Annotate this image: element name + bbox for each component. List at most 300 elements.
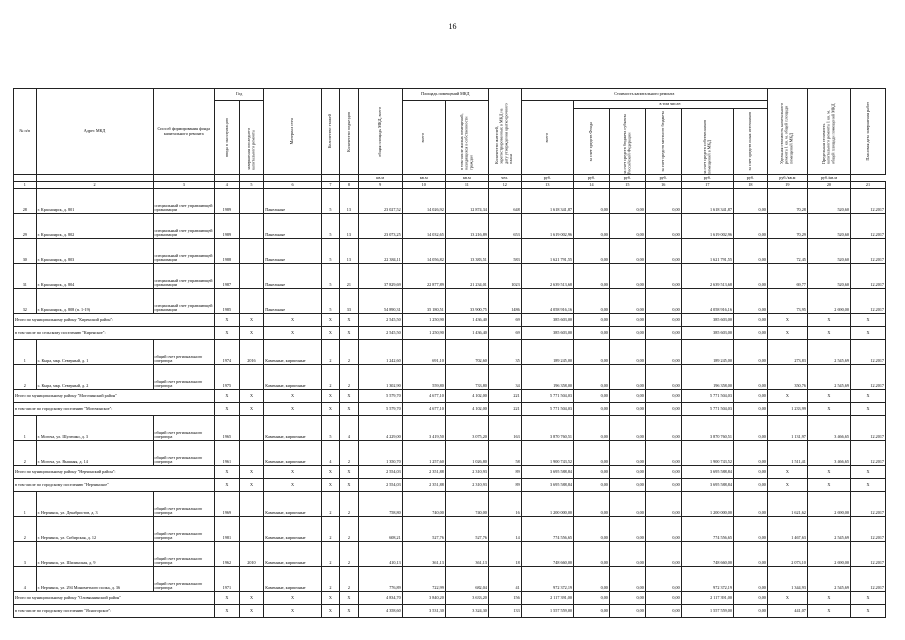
table-cell: 0,00 [574, 340, 610, 365]
summary-label: Итого по муниципальному району "Киренский район": [14, 314, 215, 327]
column-number: 21 [850, 182, 885, 189]
table-cell: X [239, 466, 264, 479]
table-cell [239, 189, 264, 214]
table-cell: 722,99 [402, 567, 445, 592]
header-area-all: всего [402, 101, 445, 175]
table-cell: 1 621 791,55 [521, 239, 573, 264]
table-cell: 0,00 [733, 542, 767, 567]
table-cell: 0,00 [574, 214, 610, 239]
table-cell: 4 058 916,16 [521, 289, 573, 314]
table-cell: 4 358,60 [358, 605, 402, 618]
table-cell: X [850, 605, 885, 618]
summary-row [14, 466, 886, 479]
summary-label: в том числе по городскому поселению "Могочинское": [14, 403, 215, 416]
table-cell: 0,00 [645, 189, 681, 214]
table-cell: X [215, 479, 240, 492]
table-cell: 33 [340, 289, 358, 314]
table-cell: X [215, 403, 240, 416]
unit-cell: руб. [609, 175, 645, 182]
header-area-group: Площадь помещений МКД [402, 89, 488, 101]
table-cell: 1961 [215, 441, 240, 466]
table-cell: 1 900 743,52 [681, 441, 733, 466]
table-cell: 2 [14, 517, 37, 542]
table-cell: 4 834,70 [358, 592, 402, 605]
table-cell: 1 436,40 [445, 327, 488, 340]
table-cell: 2 554,03 [358, 466, 402, 479]
table-cell: 32 [14, 289, 37, 314]
table-cell: 972 372,19 [681, 567, 733, 592]
table-cell [239, 441, 264, 466]
table-cell: 4 102,00 [445, 403, 488, 416]
table-cell: 69 [488, 327, 521, 340]
table-cell: общий счет регионального оператора [153, 340, 215, 365]
table-cell: X [767, 390, 807, 403]
unit-cell [239, 175, 264, 182]
table-cell: 1 302,90 [358, 365, 402, 390]
table-cell: 13 [340, 239, 358, 264]
table-cell: X [215, 327, 240, 340]
table-row [14, 365, 886, 390]
table-cell: г. Красноярск, д. 802 [36, 214, 153, 239]
table-cell: 0,00 [645, 479, 681, 492]
table-cell: 21 234,01 [445, 264, 488, 289]
summary-row [14, 479, 886, 492]
table-cell: 385 603,00 [521, 327, 573, 340]
table-cell: общий счет регионального оператора [153, 542, 215, 567]
table-cell: 3 531,30 [402, 605, 445, 618]
table-cell: Каменные, кирпичные [264, 416, 321, 441]
table-cell: общий счет регионального оператора [153, 567, 215, 592]
table-cell: 5 771 504,03 [681, 403, 733, 416]
table-cell: Каменные, кирпичные [264, 492, 321, 517]
table-cell: X [807, 466, 850, 479]
table-cell: X [850, 314, 885, 327]
table-cell: X [807, 314, 850, 327]
table-cell: 0,00 [574, 479, 610, 492]
table-cell: 361,13 [445, 542, 488, 567]
table-cell: 0,00 [645, 542, 681, 567]
table-cell: 776,89 [358, 567, 402, 592]
table-cell: 69 [488, 314, 521, 327]
table-cell: 0,00 [645, 517, 681, 542]
table-cell: 0,00 [609, 189, 645, 214]
table-cell: 1 [14, 340, 37, 365]
table-cell: 12.2017 [850, 567, 885, 592]
table-cell: 133 [488, 605, 521, 618]
table-cell: 1989 [215, 189, 240, 214]
table-cell: X [340, 390, 358, 403]
table-cell: 583 [488, 239, 521, 264]
table-row [14, 289, 886, 314]
table-cell: X [767, 314, 807, 327]
table-cell: 733,80 [445, 365, 488, 390]
table-cell: специальный счет управляющей организации [153, 289, 215, 314]
table-cell: 0,00 [733, 567, 767, 592]
header-area-owned: в том числе жилых помещений, находящихся в собственности граждан [445, 101, 488, 175]
header-method: Способ формирования фонда капитального ремонта [153, 89, 215, 175]
table-cell: X [850, 466, 885, 479]
table-cell: 1 511,41 [767, 441, 807, 466]
table-cell: X [807, 327, 850, 340]
header-address: Адрес МКД [36, 89, 153, 175]
table-cell: 14 032,65 [402, 214, 445, 239]
unit-cell: руб. [521, 175, 573, 182]
table-cell: 0,00 [645, 390, 681, 403]
table-cell: 0,00 [609, 416, 645, 441]
table-cell: 3 870 760,51 [521, 416, 573, 441]
table-cell: 3 695 588,84 [681, 466, 733, 479]
summary-label: Итого по муниципальному району "Оловяннинский район" [14, 592, 215, 605]
column-number: 4 [215, 182, 240, 189]
table-row [14, 542, 886, 567]
table-cell: X [850, 403, 885, 416]
summary-row [14, 390, 886, 403]
table-cell: 1 242,60 [358, 340, 402, 365]
table-cell: 0,00 [733, 592, 767, 605]
table-cell [239, 365, 264, 390]
table-cell: X [239, 390, 264, 403]
table-cell: 520,60 [807, 214, 850, 239]
table-cell: 0,00 [645, 403, 681, 416]
header-year-last-repair: завершения последнего капитального ремонта [239, 101, 264, 175]
table-cell: специальный счет управляющей организации [153, 214, 215, 239]
table-cell: 18 [488, 542, 521, 567]
table-cell: Панельные [264, 264, 321, 289]
table-cell: 2016 [239, 340, 264, 365]
table-cell: X [767, 592, 807, 605]
header-fund: за счет средств Фонда [574, 109, 610, 175]
header-no: № п/п [14, 89, 37, 175]
table-cell: 0,00 [574, 466, 610, 479]
table-cell: 0,00 [733, 492, 767, 517]
table-cell: X [215, 605, 240, 618]
table-cell: X [850, 327, 885, 340]
table-cell: 4 [340, 416, 358, 441]
table-cell: 33 900,75 [445, 289, 488, 314]
table-cell: Каменные, кирпичные [264, 340, 321, 365]
table-cell: 0,00 [574, 605, 610, 618]
table-cell: 2 [14, 441, 37, 466]
table-cell: 73,95 [767, 289, 807, 314]
table-cell: 1486 [488, 289, 521, 314]
table-cell: 3 840,20 [402, 592, 445, 605]
table-cell: 1 250,90 [402, 327, 445, 340]
table-cell: 1 467,63 [767, 517, 807, 542]
table-cell: 702,60 [445, 340, 488, 365]
table-cell: 0,00 [645, 441, 681, 466]
table-cell: 682,04 [445, 567, 488, 592]
table-cell [239, 264, 264, 289]
table-cell: 12.2017 [850, 189, 885, 214]
table-cell: 2 117 391,00 [521, 592, 573, 605]
table-cell: 0,00 [645, 605, 681, 618]
table-cell: Панельные [264, 189, 321, 214]
column-number: 15 [609, 182, 645, 189]
table-cell: 608,21 [358, 517, 402, 542]
table-cell: 2 545,69 [807, 365, 850, 390]
unit-cell: кв.м [358, 175, 402, 182]
header-cost-total: всего [521, 101, 573, 175]
table-cell: 1 618 341,87 [521, 189, 573, 214]
table-row [14, 567, 886, 592]
table-cell: 5 [321, 416, 339, 441]
table-cell: X [239, 403, 264, 416]
table-cell: 1 900 743,52 [521, 441, 573, 466]
table-cell: 0,00 [609, 517, 645, 542]
table-cell: г. Нерчинск, ул. Шилинская, д. 9 [36, 542, 153, 567]
table-cell: X [340, 479, 358, 492]
unit-cell [340, 175, 358, 182]
table-cell: 0,00 [733, 403, 767, 416]
table-cell: X [767, 479, 807, 492]
table-cell: г. Нерчинск, ул. Сибирская, д. 12 [36, 517, 153, 542]
table-cell: X [239, 327, 264, 340]
units-row [14, 175, 886, 182]
table-cell: 5 771 504,03 [521, 390, 573, 403]
column-number: 20 [807, 182, 850, 189]
table-cell: X [807, 403, 850, 416]
table-cell: 3 466,65 [807, 441, 850, 466]
table-cell: 1965 [215, 416, 240, 441]
table-cell: 1 [14, 416, 37, 441]
table-cell: 1 200 000,00 [681, 492, 733, 517]
table-cell: 5 [321, 289, 339, 314]
table-cell: Каменные, кирпичные [264, 517, 321, 542]
table-cell: X [239, 314, 264, 327]
header-incl: в том числе: [574, 101, 768, 109]
table-cell: общий счет регионального оператора [153, 441, 215, 466]
table-cell: 0,00 [574, 567, 610, 592]
table-cell: 0,00 [574, 264, 610, 289]
table-cell: 1987 [215, 264, 240, 289]
table-cell: 0,00 [609, 542, 645, 567]
table-cell: 1 257,60 [402, 441, 445, 466]
column-number: 7 [321, 182, 339, 189]
table-cell: 410,13 [358, 542, 402, 567]
table-cell: 12.2017 [850, 416, 885, 441]
table-cell: 14 056,82 [402, 239, 445, 264]
table-cell: 14 026,92 [402, 189, 445, 214]
summary-row [14, 592, 886, 605]
table-cell: 58 [488, 441, 521, 466]
table-cell: 221 [488, 390, 521, 403]
summary-label: в том числе по сельскому поселению "Киренское": [14, 327, 215, 340]
table-cell: 2 690,00 [807, 542, 850, 567]
table-cell: 2010 [239, 542, 264, 567]
table-cell: 0,00 [574, 365, 610, 390]
table-cell: 0,00 [609, 327, 645, 340]
table-cell: 0,00 [609, 479, 645, 492]
table-cell: X [215, 466, 240, 479]
table-cell: 4 [14, 567, 37, 592]
table-cell: Панельные [264, 214, 321, 239]
table-cell: 273,83 [767, 340, 807, 365]
table-cell: 1962 [215, 542, 240, 567]
table-cell: 13 [340, 189, 358, 214]
table-cell: 156 [488, 592, 521, 605]
table-cell: 3 [14, 542, 37, 567]
table-cell: 12.2017 [850, 289, 885, 314]
table-cell: 0,00 [609, 214, 645, 239]
table-cell: X [850, 592, 885, 605]
page-number: 16 [448, 22, 457, 31]
summary-label: в том числе по городскому поселению "Нерчинское" [14, 479, 215, 492]
table-cell: 1 350,70 [358, 441, 402, 466]
header-date: Плановая дата завершения работ [850, 89, 885, 175]
table-cell: 0,00 [645, 567, 681, 592]
table-cell: 189 245,00 [681, 340, 733, 365]
column-number: 9 [358, 182, 402, 189]
table-cell: 0,00 [645, 289, 681, 314]
table-cell: X [321, 479, 339, 492]
table-cell: 0,00 [645, 264, 681, 289]
table-cell: 1974 [215, 340, 240, 365]
table-cell: 0,00 [733, 479, 767, 492]
table-cell: 2 639 513,68 [521, 264, 573, 289]
table-row [14, 214, 886, 239]
table-cell: 5 [321, 239, 339, 264]
column-numbers-row [14, 182, 886, 189]
table-cell: 0,00 [733, 466, 767, 479]
table-cell: 23 073,25 [358, 214, 402, 239]
table-cell: 0,00 [645, 239, 681, 264]
table-cell: 0,00 [609, 403, 645, 416]
table-cell: 12.2017 [850, 239, 885, 264]
table-cell: 2 [340, 492, 358, 517]
table-cell: 34 [488, 365, 521, 390]
table-row [14, 239, 886, 264]
table-cell: 5 771 504,03 [521, 403, 573, 416]
table-cell: 70,28 [767, 189, 807, 214]
column-number: 10 [402, 182, 445, 189]
table-cell: 653 [488, 214, 521, 239]
column-number: 16 [645, 182, 681, 189]
table-row [14, 517, 886, 542]
table-cell: г. Могоча, ул. Шулешко, д. 3 [36, 416, 153, 441]
table-cell: 0,00 [609, 605, 645, 618]
header-other: за счет средств иных источников [733, 109, 767, 175]
table-cell: 37 829,69 [358, 264, 402, 289]
summary-label: Итого по муниципальному району "Нерчинский район": [14, 466, 215, 479]
table-cell: X [340, 403, 358, 416]
table-cell: 350,76 [767, 365, 807, 390]
header-year-commission: ввода в эксплуатацию [215, 101, 240, 175]
table-row [14, 264, 886, 289]
table-cell: 0,00 [645, 314, 681, 327]
table-cell: 0,00 [574, 542, 610, 567]
table-cell: 35 [488, 340, 521, 365]
table-cell: специальный счет управляющей организации [153, 189, 215, 214]
table-cell: 2 [321, 517, 339, 542]
table-cell: 2 [321, 542, 339, 567]
summary-row [14, 314, 886, 327]
table-cell [239, 289, 264, 314]
table-cell: X [340, 466, 358, 479]
table-cell: Каменные, кирпичные [264, 567, 321, 592]
header-owners: за счет средств собственников помещений в МКД [681, 109, 733, 175]
table-cell: г. Красноярск, д. 804 [36, 264, 153, 289]
table-cell: 0,00 [609, 289, 645, 314]
table-cell: 12 874,34 [445, 189, 488, 214]
table-cell: X [264, 314, 321, 327]
column-number: 11 [445, 182, 488, 189]
table-cell: X [321, 314, 339, 327]
table-cell: 972 372,19 [521, 567, 573, 592]
table-cell: общий счет регионального оператора [153, 365, 215, 390]
table-cell: 2 639 513,68 [681, 264, 733, 289]
capital-repair-table [13, 88, 886, 618]
header-floors: Количество этажей [321, 89, 339, 175]
table-cell: 5 579,70 [358, 403, 402, 416]
table-cell: 774 556,65 [521, 517, 573, 542]
table-cell: 385 603,00 [521, 314, 573, 327]
header-subject: за счет средств бюджета субъекта Российской Федерации [609, 109, 645, 175]
summary-row [14, 403, 886, 416]
table-cell: X [850, 390, 885, 403]
table-cell [239, 239, 264, 264]
table-cell: 12.2017 [850, 365, 885, 390]
table-cell: 1 250,90 [402, 314, 445, 327]
table-cell: 0,00 [733, 189, 767, 214]
table-cell: 0,00 [609, 567, 645, 592]
table-cell: 89 [488, 479, 521, 492]
table-cell: X [340, 592, 358, 605]
column-number: 18 [733, 182, 767, 189]
table-cell: X [239, 479, 264, 492]
unit-cell: кв.м [445, 175, 488, 182]
table-cell: X [264, 403, 321, 416]
table-cell: 1 618 341,87 [681, 189, 733, 214]
table-cell: 3 695 588,84 [521, 466, 573, 479]
table-cell: X [264, 466, 321, 479]
table-cell: X [807, 390, 850, 403]
table-cell: Каменные, кирпичные [264, 542, 321, 567]
table-cell: 0,00 [609, 314, 645, 327]
table-cell: X [807, 479, 850, 492]
table-cell: 3 324,30 [445, 605, 488, 618]
column-number: 3 [153, 182, 215, 189]
table-cell: 385 603,00 [681, 327, 733, 340]
table-cell: X [215, 390, 240, 403]
table-cell: 4 102,00 [445, 390, 488, 403]
column-number: 8 [340, 182, 358, 189]
table-cell: г. Красноярск, д. 803 [36, 239, 153, 264]
table-cell: 69,77 [767, 264, 807, 289]
table-cell: 0,00 [733, 340, 767, 365]
table-cell: X [321, 605, 339, 618]
header-year-group: Год [215, 89, 264, 101]
header-residents: Количество жителей, зарегистрированных в МКД на дату утверждения краткосрочного плана [488, 89, 521, 175]
table-cell: г. Красноярск, д. 801 [36, 189, 153, 214]
table-cell: 2 [340, 340, 358, 365]
table-cell: 1975 [215, 365, 240, 390]
table-cell: X [264, 390, 321, 403]
unit-cell: чел. [488, 175, 521, 182]
table-cell: 12.2017 [850, 441, 885, 466]
table-cell: 163 [488, 416, 521, 441]
unit-cell: руб. [681, 175, 733, 182]
summary-row [14, 605, 886, 618]
table-cell: 12.2017 [850, 264, 885, 289]
table-cell: 527,76 [445, 517, 488, 542]
column-number: 19 [767, 182, 807, 189]
table-cell: 0,00 [645, 340, 681, 365]
table-cell: 2 [340, 517, 358, 542]
column-number: 1 [14, 182, 37, 189]
table-cell: 2 545,69 [807, 517, 850, 542]
table-cell: 0,00 [645, 592, 681, 605]
table-cell: 1 026,80 [445, 441, 488, 466]
